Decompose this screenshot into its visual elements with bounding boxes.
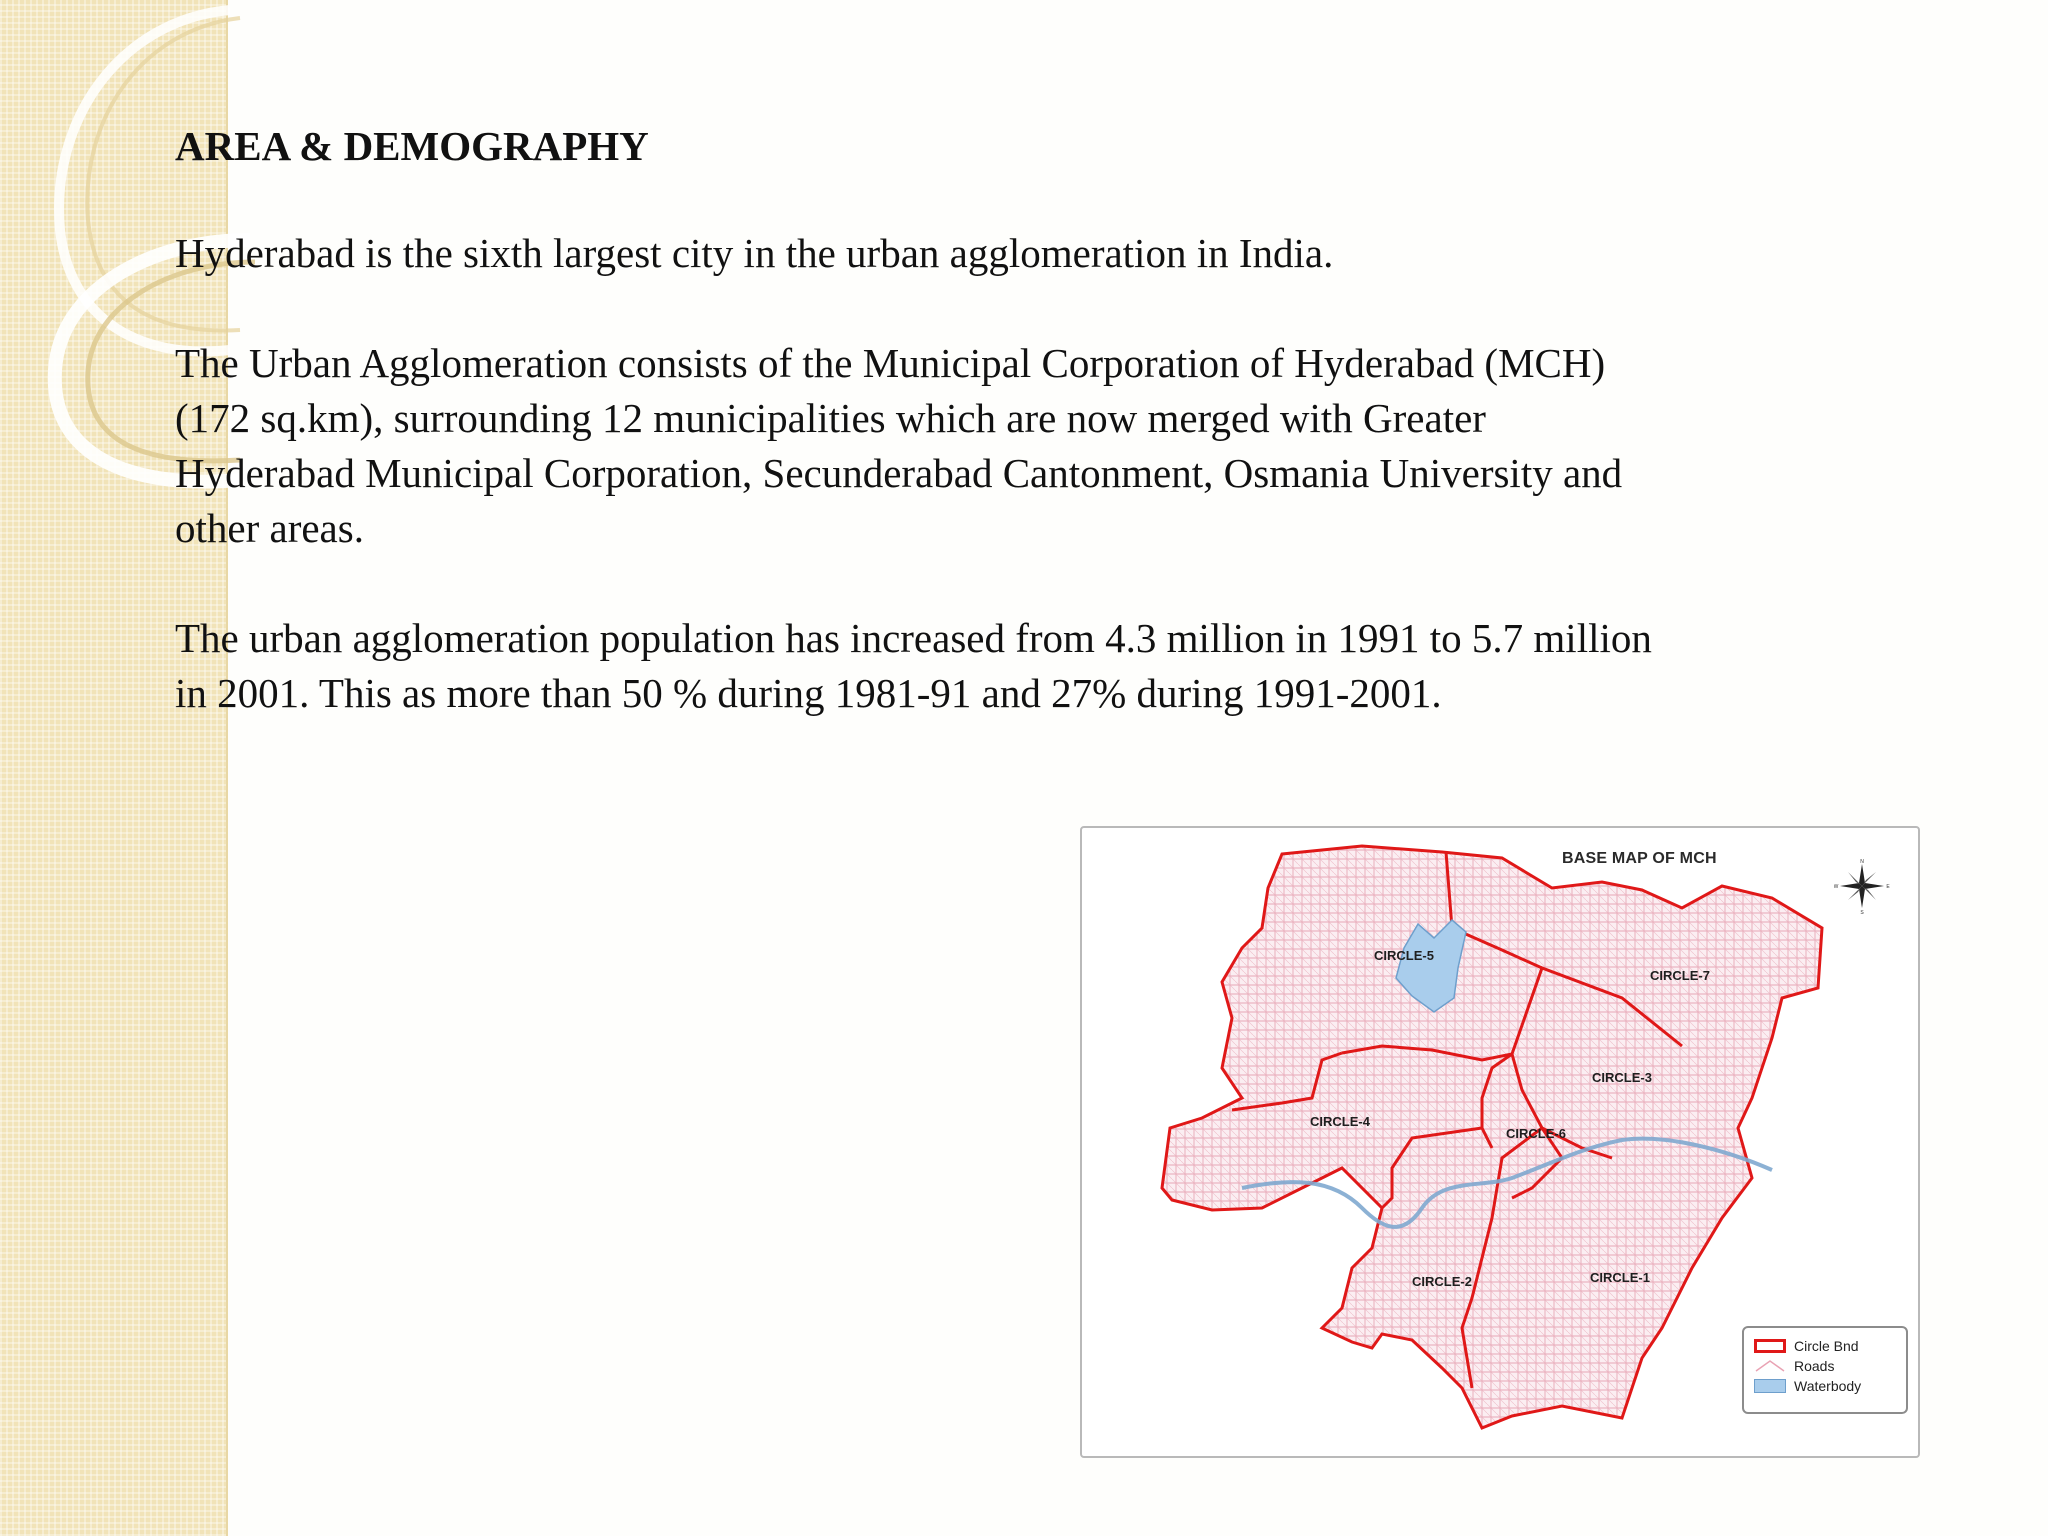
slide-content bbox=[175, 118, 1835, 776]
map-legend bbox=[1742, 1326, 1908, 1414]
compass-n: N bbox=[1860, 859, 1864, 865]
text-line: The Urban Agglomeration consists of the Municipal Corporation of Hyderabad (MCH) bbox=[175, 340, 1606, 386]
compass-s: S bbox=[1860, 910, 1864, 914]
circle-7-label: CIRCLE-7 bbox=[1650, 968, 1710, 983]
circle-4-label: CIRCLE-4 bbox=[1310, 1114, 1370, 1129]
text-line: Hyderabad Municipal Corporation, Secunderabad Cantonment, Osmania University and bbox=[175, 450, 1623, 496]
circle-2-label: CIRCLE-2 bbox=[1412, 1274, 1472, 1289]
legend-label: Waterbody bbox=[1794, 1378, 1862, 1394]
legend-item-roads bbox=[1754, 1358, 1834, 1374]
circle-3-label: CIRCLE-3 bbox=[1592, 1070, 1652, 1085]
circle-6-label: CIRCLE-6 bbox=[1506, 1126, 1566, 1141]
text-line: (172 sq.km), surrounding 12 municipalities which are now merged with Greater bbox=[175, 395, 1486, 441]
map-title: BASE MAP OF MCH bbox=[1562, 850, 1717, 867]
legend-label: Circle Bnd bbox=[1794, 1338, 1859, 1354]
text-line: Hyderabad is the sixth largest city in the urban agglomeration in India. bbox=[175, 230, 1334, 276]
compass-w: W bbox=[1834, 884, 1839, 890]
city-area bbox=[1162, 846, 1822, 1428]
legend-label: Roads bbox=[1794, 1358, 1835, 1374]
text-line: The urban agglomeration population has increased from 4.3 million in 1991 to 5.7 million bbox=[175, 615, 1652, 661]
paragraph-intro bbox=[175, 226, 1835, 281]
compass-e: E bbox=[1886, 884, 1890, 890]
compass-icon bbox=[1834, 858, 1890, 914]
paragraph-population bbox=[175, 611, 1835, 721]
circle-5-label: CIRCLE-5 bbox=[1374, 948, 1434, 963]
legend-swatch-roads bbox=[1754, 1359, 1786, 1373]
legend-item-waterbody bbox=[1754, 1378, 1861, 1394]
legend-swatch-boundary bbox=[1754, 1339, 1786, 1353]
text-line: in 2001. This as more than 50 % during 1981-91 and 27% during 1991-2001. bbox=[175, 670, 1442, 716]
slide-heading: AREA & DEMOGRAPHY bbox=[175, 123, 649, 169]
legend-item-circle-bnd bbox=[1754, 1338, 1859, 1354]
base-map-figure bbox=[1080, 826, 1920, 1458]
circle-1-label: CIRCLE-1 bbox=[1590, 1270, 1650, 1285]
text-line: other areas. bbox=[175, 505, 364, 551]
paragraph-agglomeration bbox=[175, 336, 1835, 556]
legend-swatch-water bbox=[1754, 1379, 1786, 1393]
